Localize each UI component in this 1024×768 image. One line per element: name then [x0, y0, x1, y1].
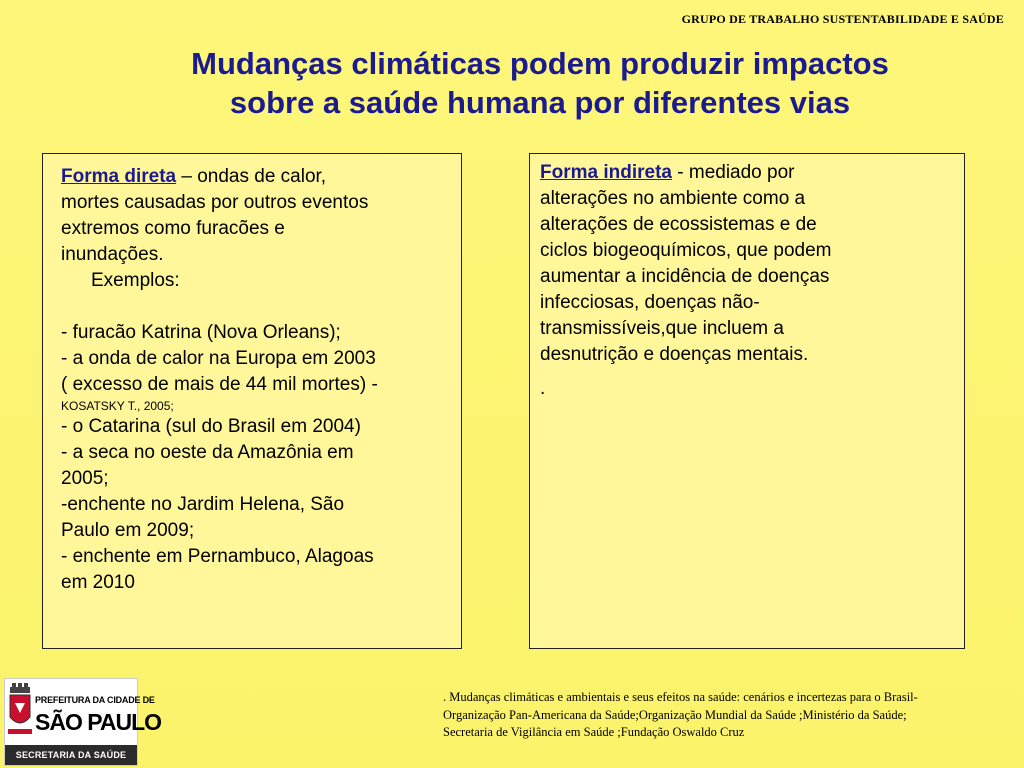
indirect-line-2: alterações de ecossistemas e de — [540, 214, 817, 235]
indirect-form-box — [529, 153, 965, 649]
example-amazon-2: 2005; — [61, 468, 109, 489]
spacer — [61, 294, 447, 320]
example-pernambuco-2: em 2010 — [61, 572, 135, 593]
indirect-line-6: transmissíveis,que incluem a — [540, 318, 784, 339]
examples-label: Exemplos: — [91, 270, 180, 291]
example-katrina: - furacão Katrina (Nova Orleans); — [61, 322, 341, 343]
indirect-line-1: alterações no ambiente como a — [540, 188, 806, 209]
city-crest-icon — [7, 681, 33, 741]
indirect-line-7: desnutrição e doenças mentais. — [540, 344, 809, 365]
reference-note — [443, 689, 1003, 742]
indirect-form-intro — [540, 160, 950, 186]
page-title — [80, 44, 1000, 122]
direct-form-box — [42, 153, 462, 649]
logo-line-1: PREFEITURA DA CIDADE DE — [35, 695, 155, 705]
direct-line-1: mortes causadas por outros eventos — [61, 192, 369, 213]
title-line-2: sobre a saúde humana por diferentes vias — [229, 85, 851, 120]
title-line-1: Mudanças climáticas podem produzir impactos — [191, 46, 889, 81]
example-amazon-1: - a seca no oeste da Amazônia em — [61, 442, 354, 463]
indirect-dot: . — [540, 378, 546, 399]
example-europe-heat-1: - a onda de calor na Europa em 2003 — [61, 348, 376, 369]
indirect-form-intro-text: - mediado por — [671, 162, 795, 183]
reference-line-1: . Mudanças climáticas e ambientais e seus efeitos na saúde: cenários e incertezas para o Brasil- — [443, 690, 918, 704]
indirect-line-5: infecciosas, doenças não- — [540, 292, 760, 313]
example-jardim-helena-1: -enchente no Jardim Helena, São — [61, 494, 345, 515]
indirect-line-3: ciclos biogeoquímicos, que podem — [540, 240, 832, 261]
city-logo — [4, 678, 162, 766]
direct-form-heading[interactable]: Forma direta — [61, 166, 177, 187]
logo-line-3: SECRETARIA DA SAÚDE — [5, 745, 137, 765]
example-europe-heat-2: ( excesso de mais de 44 mil mortes) - — [61, 374, 378, 395]
example-jardim-helena-2: Paulo em 2009; — [61, 520, 195, 541]
direct-form-intro-text: – ondas de calor, — [176, 166, 327, 187]
indirect-form-heading[interactable]: Forma indireta — [540, 162, 672, 183]
direct-line-3: inundações. — [61, 244, 164, 265]
reference-line-3: Secretaria de Vigilância em Saúde ;Fundação Oswaldo Cruz — [443, 725, 745, 739]
reference-line-2: Organização Pan-Americana da Saúde;Organização Mundial da Saúde ;Ministério da Saúde; — [443, 707, 907, 722]
indirect-line-4: aumentar a incidência de doenças — [540, 266, 830, 287]
logo-line-2: SÃO PAULO — [35, 709, 162, 735]
example-europe-ref: KOSATSKY T., 2005; — [61, 399, 174, 413]
direct-form-intro — [61, 164, 447, 190]
example-pernambuco-1: - enchente em Pernambuco, Alagoas — [61, 546, 374, 567]
group-header: GRUPO DE TRABALHO SUSTENTABILIDADE E SAÚDE — [681, 12, 1004, 26]
direct-line-2: extremos como furacões e — [61, 218, 285, 239]
example-catarina: - o Catarina (sul do Brasil em 2004) — [61, 416, 361, 437]
